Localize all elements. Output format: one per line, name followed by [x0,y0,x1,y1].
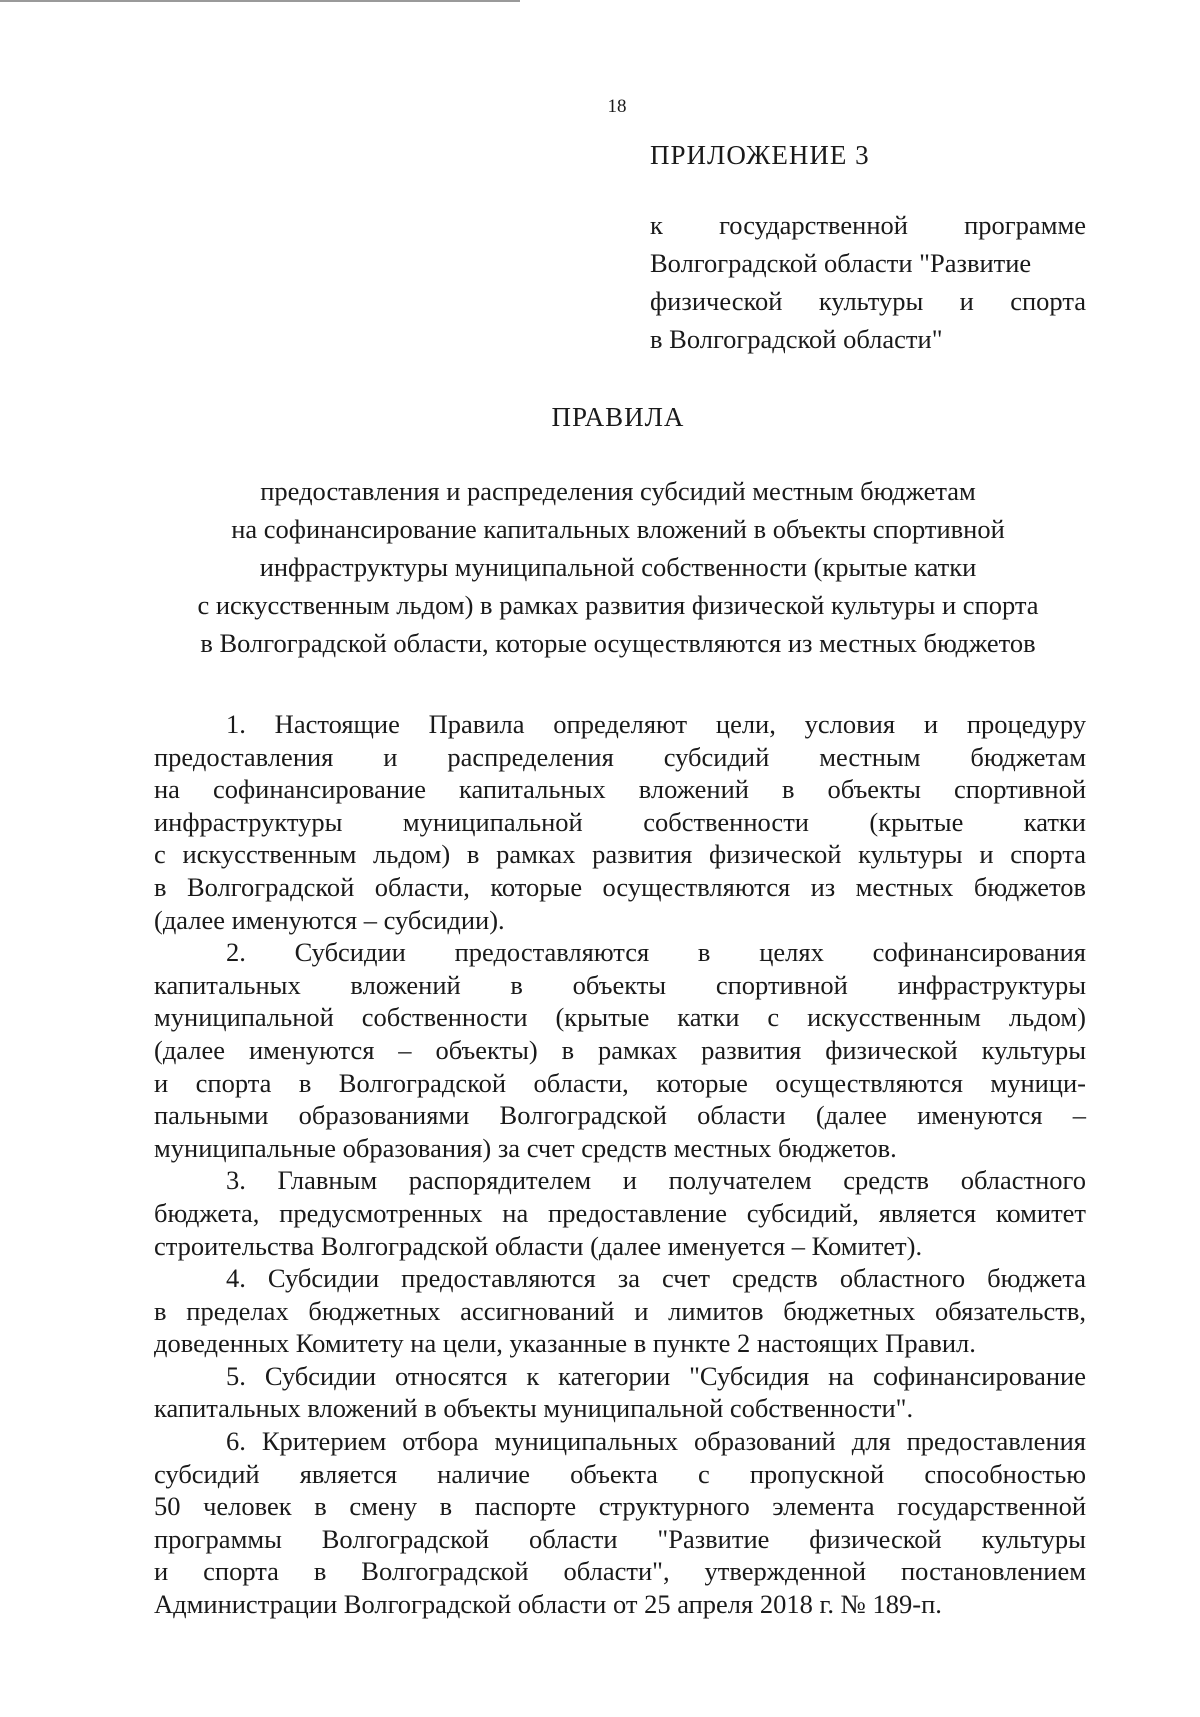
document-subtitle [0,472,1200,662]
paragraph-6 [154,1425,1086,1621]
document-body [154,708,1086,1621]
appendix-reference [650,206,1086,358]
paragraph-line: инфраструктуры муниципальной собственности (крытые катки [154,806,1086,837]
paragraph-3 [154,1164,1086,1262]
appendix-reference-line: в Волгоградской области" [650,324,943,354]
paragraph-line: бюджета, предусмотренных на предоставление субсидий, является комитет [154,1197,1086,1228]
paragraph-line: Администрации Волгоградской области от 25 апреля 2018 г. № 189-п. [154,1589,942,1620]
subtitle-line: предоставления и распределения субсидий местным бюджетам [260,476,976,506]
paragraph-5 [154,1360,1086,1425]
paragraph-line: 6. Критерием отбора муниципальных образований для предоставления [226,1426,1086,1457]
paragraph-line: муниципальные образования) за счет средств местных бюджетов. [154,1132,897,1163]
paragraph-line: строительства Волгоградской области (далее именуется – Комитет). [154,1230,923,1261]
subtitle-line: на софинансирование капитальных вложений в объекты спортивной [231,514,1005,544]
paragraph-line: 5. Субсидии относятся к категории "Субсидия на софинансирование [226,1360,1086,1391]
paragraph-line: и спорта в Волгоградской области", утвержденной постановлением [154,1556,1086,1587]
paragraph-line: доведенных Комитету на цели, указанные в пункте 2 настоящих Правил. [154,1328,976,1359]
paragraph-line: капитальных вложений в объекты муниципальной собственности". [154,1393,914,1424]
paragraph-line: субсидий является наличие объекта с пропускной способностью [154,1458,1086,1489]
paragraph-line: 2. Субсидии предоставляются в целях софинансирования [226,937,1086,968]
subtitle-line: инфраструктуры муниципальной собственности (крытые катки [259,552,977,582]
paragraph-line: 3. Главным распорядителем и получателем средств областного [226,1165,1086,1196]
paragraph-2 [154,936,1086,1164]
paragraph-line: 50 человек в смену в паспорте структурного элемента государственной [154,1491,1086,1522]
appendix-reference-line: физической культуры и спорта [650,286,1086,316]
paragraph-line: в Волгоградской области, которые осуществляются из местных бюджетов [154,871,1086,902]
appendix-title: ПРИЛОЖЕНИЕ 3 [650,140,870,170]
paragraph-1 [154,708,1086,936]
paragraph-4 [154,1262,1086,1360]
paragraph-line: на софинансирование капитальных вложений в объекты спортивной [154,774,1086,805]
subtitle-line: в Волгоградской области, которые осуществляются из местных бюджетов [200,628,1036,658]
paragraph-line: и спорта в Волгоградской области, которые осуществляются муници- [154,1067,1086,1098]
paragraph-line: капитальных вложений в объекты спортивной инфраструктуры [154,969,1086,1000]
paragraph-line: (далее именуются – субсидии). [154,904,505,935]
paragraph-line: предоставления и распределения субсидий местным бюджетам [154,741,1086,772]
paragraph-line: в пределах бюджетных ассигнований и лимитов бюджетных обязательств, [154,1295,1086,1326]
paragraph-line: 1. Настоящие Правила определяют цели, условия и процедуру [226,709,1086,739]
paragraph-line: (далее именуются – объекты) в рамках развития физической культуры [154,1034,1086,1065]
subtitle-line: с искусственным льдом) в рамках развития физической культуры и спорта [197,590,1039,620]
appendix-reference-line: Волгоградской области "Развитие [650,248,1032,278]
paragraph-line: пальными образованиями Волгоградской области (далее именуются – [154,1100,1086,1131]
paragraph-line: с искусственным льдом) в рамках развития физической культуры и спорта [154,839,1086,870]
paragraph-line: муниципальной собственности (крытые катки с искусственным льдом) [154,1002,1086,1033]
paragraph-line: 4. Субсидии предоставляются за счет средств областного бюджета [226,1263,1086,1294]
page-number: 18 [607,96,627,117]
appendix-reference-line: к государственной программе [650,210,1086,240]
scan-edge-line [0,0,520,2]
paragraph-line: программы Волгоградской области "Развитие физической культуры [154,1523,1086,1554]
document-title: ПРАВИЛА [551,402,685,432]
